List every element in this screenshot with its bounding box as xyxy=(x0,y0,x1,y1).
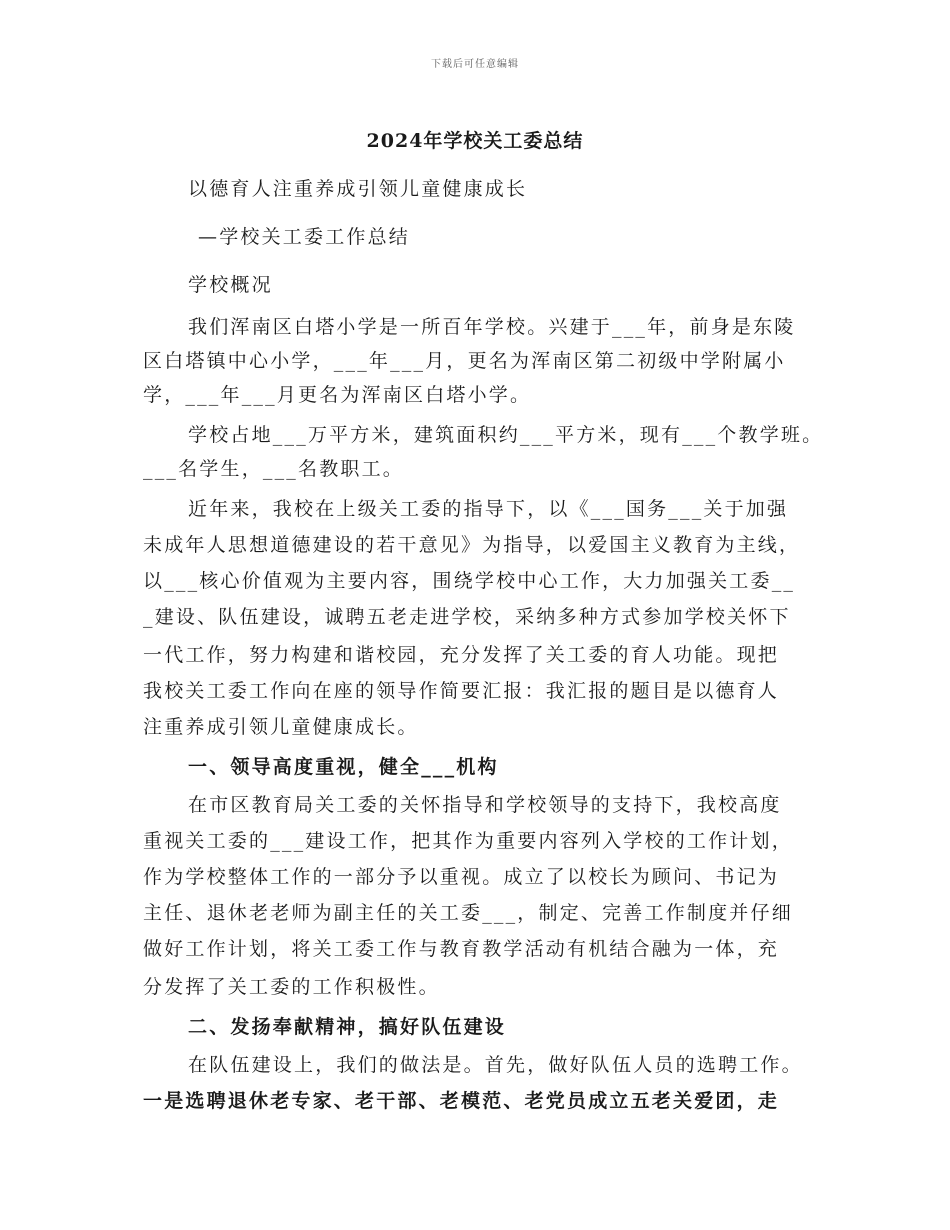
paragraph-line-bold: 一是选聘退休老专家、老干部、老模范、老党员成立五老关爱团，走 xyxy=(143,1090,780,1112)
paragraph-line: 在队伍建设上，我们的做法是。首先，做好队伍人员的选聘工作。 xyxy=(188,1054,803,1076)
paragraph-line: 一代工作，努力构建和谐校园，充分发挥了关工委的育人功能。现把 xyxy=(143,644,780,666)
paragraph-line: 我们浑南区白塔小学是一所百年学校。兴建于___年，前身是东陵 xyxy=(188,316,796,338)
paragraph-line: 区白塔镇中心小学，___年___月，更名为浑南区第二初级中学附属小 xyxy=(143,350,786,372)
paragraph-line: 学校占地___万平方米，建筑面积约___平方米，现有___个教学班。 xyxy=(188,424,824,446)
section-heading-1: 一、领导高度重视，健全___机构 xyxy=(188,756,499,778)
paragraph-line: 分发挥了关工委的工作积极性。 xyxy=(143,976,440,998)
paragraph-line: 在市区教育局关工委的关怀指导和学校领导的支持下，我校高度 xyxy=(188,794,782,816)
section-heading-2: 二、发扬奉献精神，搞好队伍建设 xyxy=(188,1016,507,1038)
document-title: 2024年学校关工委总结 xyxy=(366,130,584,152)
paragraph-line: ___名学生，___名教职工。 xyxy=(143,458,405,480)
paragraph-line: 做好工作计划，将关工委工作与教育教学活动有机结合融为一体，充 xyxy=(143,938,780,960)
paragraph-line: 学，___年___月更名为浑南区白塔小学。 xyxy=(143,384,532,406)
paragraph-line: 注重养成引领儿童健康成长。 xyxy=(143,716,419,738)
paragraph-line: 以___核心价值观为主要内容，围绕学校中心工作，大力加强关工委__ xyxy=(143,570,796,592)
paragraph-line: 主任、退休老老师为副主任的关工委___，制定、完善工作制度并仔细 xyxy=(143,902,793,924)
subtitle-dash-line: —学校关工委工作总结 xyxy=(198,226,411,248)
section-heading-overview: 学校概况 xyxy=(188,274,273,296)
paragraph-line: _建设、队伍建设，诚聘五老走进学校，采纳多种方式参加学校关怀下 xyxy=(143,606,791,628)
paragraph-line: 近年来，我校在上级关工委的指导下，以《___国务___关于加强 xyxy=(188,498,789,520)
subtitle-line: 以德育人注重养成引领儿童健康成长 xyxy=(188,178,528,200)
paragraph-line: 我校关工委工作向在座的领导作简要汇报：我汇报的题目是以德育人 xyxy=(143,680,780,702)
paragraph-line: 作为学校整体工作的一部分予以重视。成立了以校长为顾问、书记为 xyxy=(143,866,780,888)
paragraph-line: 重视关工委的___建设工作，把其作为重要内容列入学校的工作计划， xyxy=(143,830,793,852)
page-header-note: 下载后可任意编辑 xyxy=(431,59,519,70)
paragraph-line: 未成年人思想道德建设的若干意见》为指导，以爱国主义教育为主线， xyxy=(143,534,801,556)
